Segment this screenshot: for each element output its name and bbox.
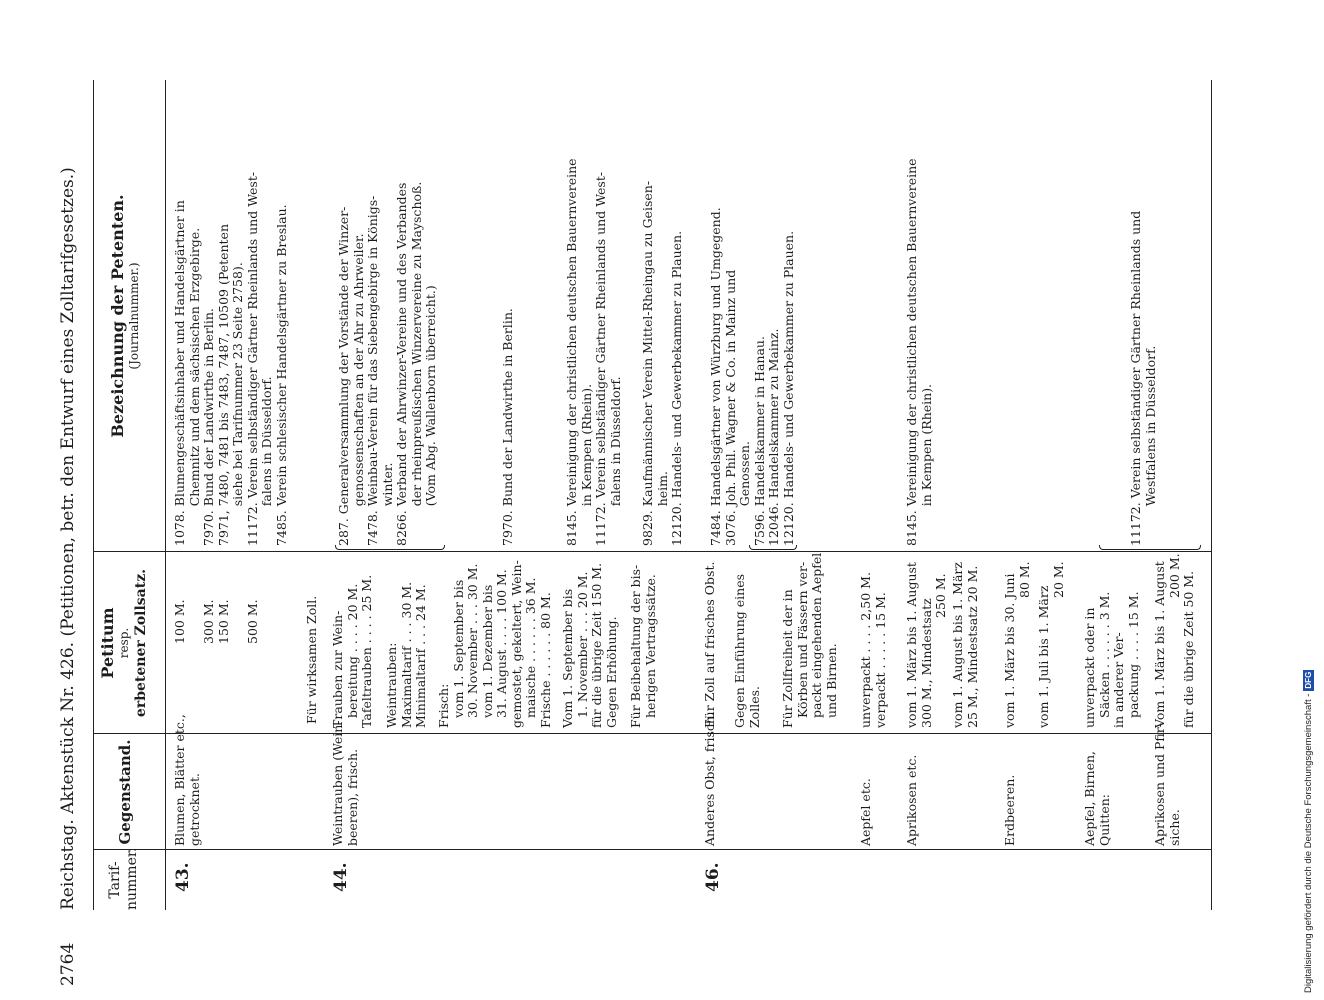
subject-aprikosen: Aprikosen etc.: [904, 754, 919, 846]
table-top-rule: [93, 80, 94, 910]
table-bottom-rule: [1211, 80, 1212, 910]
petitum-44-b: Weintrauben: Maximaltarif . . . 30 M. Minimaltarif . . . 24 M.: [384, 581, 428, 728]
petitum-44-e: Für Beibehaltung der bis- herigen Vertragssätze.: [628, 564, 658, 728]
petitum-aepfel: unverpackt . . . . 2,50 M. verpackt . . . . . 15 M.: [858, 572, 888, 728]
petitum-44-a: Trauben zur Wein- bereitung . . . . 20 M. Tafeltrauben . . . . 25 M.: [330, 574, 374, 728]
subject-43: Blumen, Blätter etc., getrocknet.: [172, 714, 202, 846]
petitum-44-d: Vom 1. September bis 1. November . . . 20 M. für die übrige Zeit 150 M. Gegen Erhöhung.: [560, 562, 619, 728]
petitum-aprikosen: vom 1. März bis 1. August 300 M., Mindestsatz 250 M.: [904, 562, 948, 728]
petitum-43-wirksam: Für wirksamen Zoll.: [304, 595, 319, 724]
page-title: Reichstag. Aktenstück Nr. 426. (Petitionen, betr. den Entwurf eines Zolltarifgesetzes.): [58, 167, 78, 910]
petitioners-44-a: 287. Generalversammlung der Vorstände der Winzer- genossenschaften an der Ahr zu Ahrweiler. 7478. Weinbau-Verein für das Siebengebirge in Königs- winter. 8266. Verband der Ahrwinzer-Vereine und des Verbandes der rheinpreußischen Winzervereine zu Mayschoß. (Vom Abg. Wallenborn überreicht.): [336, 181, 438, 546]
col-header-petitioners: Bezeichnung der Petenten. (Journalnummer.): [108, 194, 141, 438]
petitum-46-c: Für Zollfreiheit der in Körben und Fässern ver- packt eingehenden Aepfel und Birnen.: [780, 552, 839, 728]
table-header-rule: [165, 80, 166, 910]
subject-aprikosen-pfirsiche: Aprikosen und Pfir- siche.: [1152, 723, 1182, 846]
petitum-44-c: Frisch: vom 1. September bis 30. November . . . 30 M. vom 1. Dezember bis 31. August . . . . 100 M. gemostet, gekeltert, Wein- maische . . . . . . 36 M. Frische . . . . . . 80 M.: [436, 560, 553, 728]
col-header-petitum: Petitum resp. erbetener Zollsatz.: [98, 568, 149, 718]
tariff-number-43: 43.: [173, 862, 193, 892]
subject-aepfel: Aepfel etc.: [858, 778, 873, 846]
subject-erdbeeren: Erdbeeren.: [1002, 774, 1017, 846]
credit-text: Digitalisierung gefördert durch die Deutsche Forschungsgemeinschaft -: [1303, 693, 1314, 993]
brace-44-a: [335, 545, 445, 550]
petitum-aprikosen-2: vom 1. August bis 1. März 25 M., Mindestsatz 20 M.: [950, 562, 980, 728]
subject-46: Anderes Obst, frisch.: [702, 712, 717, 846]
col-divider-1: [93, 849, 1211, 850]
tariff-number-44: 44.: [331, 862, 351, 892]
col-divider-3: [93, 551, 1211, 552]
petitum-46-b: Gegen Einführung eines Zolles.: [732, 573, 762, 728]
petitum-46-a: Für Zoll auf frisches Obst.: [702, 561, 717, 728]
dfg-logo: DFG: [1304, 671, 1313, 689]
petitioners-44-b: 7970. Bund der Landwirthe in Berlin.: [500, 308, 515, 546]
subject-44: Weintrauben (Wein- beeren), frisch.: [330, 720, 360, 846]
petitum-43: 100 M. 300 M. 150 M. 500 M.: [172, 599, 260, 644]
col-header-subject: Gegenstand.: [116, 739, 134, 845]
petitum-erdbeeren-b: vom 1. Juli bis 1. März 20 M.: [1036, 561, 1066, 728]
petitum-erdbeeren-a: vom 1. März bis 30. Juni 80 M.: [1002, 561, 1032, 728]
tariff-number-46: 46.: [703, 862, 723, 892]
petition-table: [93, 80, 1213, 910]
col-divider-2: [93, 733, 1211, 734]
digitization-credit: [1302, 8, 1316, 993]
brace-46-a: [749, 545, 797, 550]
col-header-tariff: Tarif- nummer.: [107, 847, 140, 910]
subject-aepfel-birnen: Aepfel, Birnen, Quitten:: [1082, 750, 1112, 846]
petitioners-44-d: 9829. Kaufmännischer Verein Mittel-Rheingau zu Geisen- heim. 12120. Handels- und Gewerbekammer zu Plauen.: [640, 180, 684, 546]
petitioners-aprikosen: 8145. Vereinigung der christlichen deutschen Bauernvereine in Kempen (Rhein).: [904, 158, 934, 546]
page-number: 2764: [58, 942, 78, 986]
petitioners-last: 11172. Verein selbständiger Gärtner Rheinlands und Westfalens in Düsseldorf.: [1128, 210, 1158, 546]
petitioners-44-c: 8145. Vereinigung der christlichen deutschen Bauernvereine in Kempen (Rhein). 11172. Verein selbständiger Gärtner Rheinlands und West- falens in Düsseldorf.: [564, 158, 623, 546]
petitum-aprikosen-pfirsiche: Vom 1. März bis 1. August 200 M. für die übrige Zeit 50 M.: [1152, 553, 1196, 728]
petitum-aepfel-birnen: unverpackt oder in Säcken . . . . . . 3 M. in anderer Ver- packung . . . . 15 M.: [1082, 591, 1141, 728]
petitioners-46-a: 7484. Handelsgärtner von Würzburg und Umgegend. 3076. Joh. Phil. Wagner & Co. in Mainz und Genossen. 7596. Handelskammer in Hanau. 12046. Handelskammer zu Mainz. 12120. Handels- und Gewerbekammer zu Plauen.: [708, 207, 796, 546]
petitioners-43: 1078. Blumengeschäftsinhaber und Handelsgärtner in Chemnitz und dem sächsischen Erzgebirge. 7970. Bund der Landwirthe in Berlin. 7971, 7480, 7481 bis 7483, 7487, 10509 (Petenten siehe bei Tarifnummer 23 Seite 2758). 11172. Verein selbständiger Gärtner Rheinlands und West- falens in Düsseldorf. 7485. Verein schlesischer Handelsgärtner zu Breslau.: [172, 171, 289, 546]
